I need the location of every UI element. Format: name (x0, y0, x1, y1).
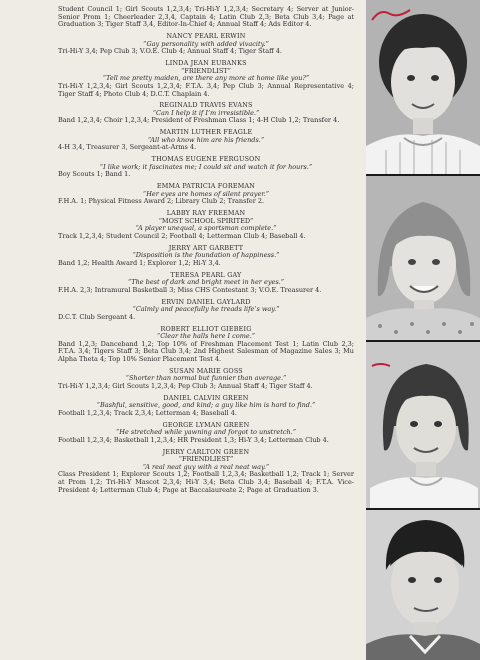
student-name: LINDA JEAN EUBANKS (165, 59, 247, 68)
student-quote: “Gay personality with added vivacity.” (143, 39, 269, 48)
entry-activities: Football 1,2,3,4; Track 2,3,4; Letterman 4; Baseball 4. (58, 408, 237, 417)
red-pen-mark-icon (370, 360, 392, 370)
entry-activities: Track 1,2,3,4; Student Council 2; Football 4; Letterman Club 4; Baseball 4. (58, 231, 306, 240)
senior-listings (58, 6, 354, 498)
student-name: JERRY ART GARBETT (168, 243, 244, 252)
senior-entry (58, 326, 354, 364)
senior-entry (58, 395, 354, 418)
senior-entry (58, 60, 354, 98)
student-quote: “Tell me pretty maiden, are there any more at home like you?” (102, 74, 310, 83)
senior-entry (58, 102, 354, 125)
student-name: ROBERT ELLIOT GIEBEIG (160, 324, 252, 333)
senior-entry (58, 156, 354, 179)
student-name: JERRY CARLTON GREEN (162, 447, 250, 456)
entry-activities: D.C.T. Club Sergeant 4. (58, 312, 136, 321)
student-quote: “Shorter than normal but funnier than average.” (125, 374, 287, 383)
student-quote: “I like work; it fascinates me; I could sit and watch it for hours.” (99, 162, 313, 171)
entry-activities: Student Council 1; Girl Scouts 1,2,3,4; Tri-Hi-Y 1,2,3,4; Secretary 4; Server at Junior-Senior Prom 1; Cheerleader 2,3,4, Captain 4; Latin Club 2,3; Beta Club 3,4; Page at Graduation 3; Tiger Staff 3,4, Editor-In-Chief 4; Annual Staff 4; Ads Editor 4. (58, 5, 354, 29)
entry-activities: Band 1,2,3,4; Choir 1,2,3,4; President of Freshman Class 1; 4-H Club 1,2; Transfer 4. (58, 116, 340, 125)
student-quote: “All who know him are his friends.” (147, 135, 265, 144)
senior-entry (58, 272, 354, 295)
entry-activities: F.H.A. 1; Physical Fitness Award 2; Library Club 2; Transfer 2. (58, 197, 265, 206)
student-quote: “Bashful, sensitive, good, and kind; a guy like him is hard to find.” (96, 401, 316, 410)
student-quote: “A player unequal, a sportsman complete.” (135, 224, 277, 233)
senior-entry (58, 210, 354, 240)
student-name: REGINALD TRAVIS EVANS (159, 101, 253, 110)
student-name: GEORGE LYMAN GREEN (162, 420, 250, 429)
student-quote: “Can I help it if I’m irresistible.” (152, 108, 260, 117)
senior-entry (58, 245, 354, 268)
student-quote: “Disposition is the foundation of happiness.” (132, 251, 280, 260)
student-quote: “Clear the halls here I come.” (156, 332, 256, 341)
entry-activities: Tri-Hi-Y 3,4; Pep Club 3; V.O.E. Club 4; Annual Staff 4; Tiger Staff 4. (58, 47, 282, 56)
senior-entry (58, 299, 354, 322)
senior-entry-top (58, 6, 354, 29)
student-quote: “The best of dark and bright meet in her eyes.” (127, 278, 285, 287)
student-superlative: “MOST SCHOOL SPIRITED” (158, 216, 254, 225)
entry-activities: Class President 1; Explorer Scouts 1,2; Football 1,2,3,4; Basketball 1,2; Track 1; Server at Prom 1,2; Tri-Hi-Y Mascot 2,3,4; Hi-Y 3,4; Beta Club 3,4; Baseball 4; F.T.A. Vice-President 4; Letterman Club 4; Page at Baccalaureate 2; Page at Graduation 3. (58, 470, 354, 494)
entry-activities: 4-H 3,4, Treasurer 3, Sergeant-at-Arms 4. (58, 143, 197, 152)
entry-activities: Band 1,2,3; Danceband 1,2; Top 10% of Freshman Placement Test 1; Latin Club 2,3; F.T.A. 3,4; Tigers Staff 3; Beta Club 3,4; 2nd Highest Salesman of Magazine Sales 3; Mu Alpha Theta 4; Top 10% Senior Placement Test 4. (58, 339, 354, 364)
entry-activities: Tri-Hi-Y 1,2,3,4; Girl Scouts 1,2,3,4; F.T.A. 3,4; Pep Club 3; Annual Representative 4; Tiger Staff 4; Photo Club 4; D.C.T. Chaplain 4. (58, 81, 354, 98)
student-name: SUSAN MARIE GOSS (169, 366, 243, 375)
student-quote: “He stretched while yawning and forgot to unstretch.” (115, 428, 297, 437)
student-superlative: “FRIENDLIST” (181, 66, 231, 75)
entry-activities: Tri-Hi-Y 1,2,3,4; Girl Scouts 1,2,3,4; Pep Club 3; Annual Staff 4; Tiger Staff 4. (58, 381, 313, 390)
senior-entry (58, 33, 354, 56)
senior-entry (58, 129, 354, 152)
portrait-boy-short-hair-icon (366, 510, 480, 660)
student-name: DANIEL CALVIN GREEN (163, 393, 249, 402)
student-name: ERVIN DANIEL GAYLARD (161, 297, 251, 306)
senior-entry (58, 183, 354, 206)
student-quote: “A real neat guy with a real neat way.” (142, 462, 270, 471)
student-name: NANCY PEARL ERWIN (166, 32, 246, 41)
student-name: MARTIN LUTHER FEAGLE (159, 128, 253, 137)
student-quote: “Her eyes are homes of silent prayer.” (142, 189, 270, 198)
red-pen-mark-icon (370, 4, 414, 28)
student-name: THOMAS EUGENE FERGUSON (151, 155, 261, 164)
senior-entry (58, 449, 354, 495)
student-name: EMMA PATRICIA FOREMAN (156, 182, 256, 191)
student-name: LABBY RAY FREEMAN (166, 209, 246, 218)
student-name: TERESA PEARL GAY (170, 270, 242, 279)
entry-activities: Football 1,2,3,4; Basketball 1,2,3,4; HR President 1,3; Hi-Y 3,4; Letterman Club 4. (58, 435, 329, 444)
senior-entry (58, 422, 354, 445)
portrait-girl-bob-hair-icon (366, 176, 480, 340)
student-superlative: “FRIENDLIEST” (178, 455, 234, 464)
entry-activities: Boy Scouts 1; Band 1. (58, 170, 131, 179)
entry-activities: F.H.A. 2,3; Intramural Basketball 3; Miss CHS Contestant 3; V.O.E. Treasurer 4. (58, 285, 322, 294)
senior-entry (58, 368, 354, 391)
student-quote: “Calmly and peacefully he treads life’s way.” (132, 305, 280, 314)
entry-activities: Band 1,2; Health Award 1; Explorer 1,2; Hi-Y 3,4. (58, 258, 221, 267)
